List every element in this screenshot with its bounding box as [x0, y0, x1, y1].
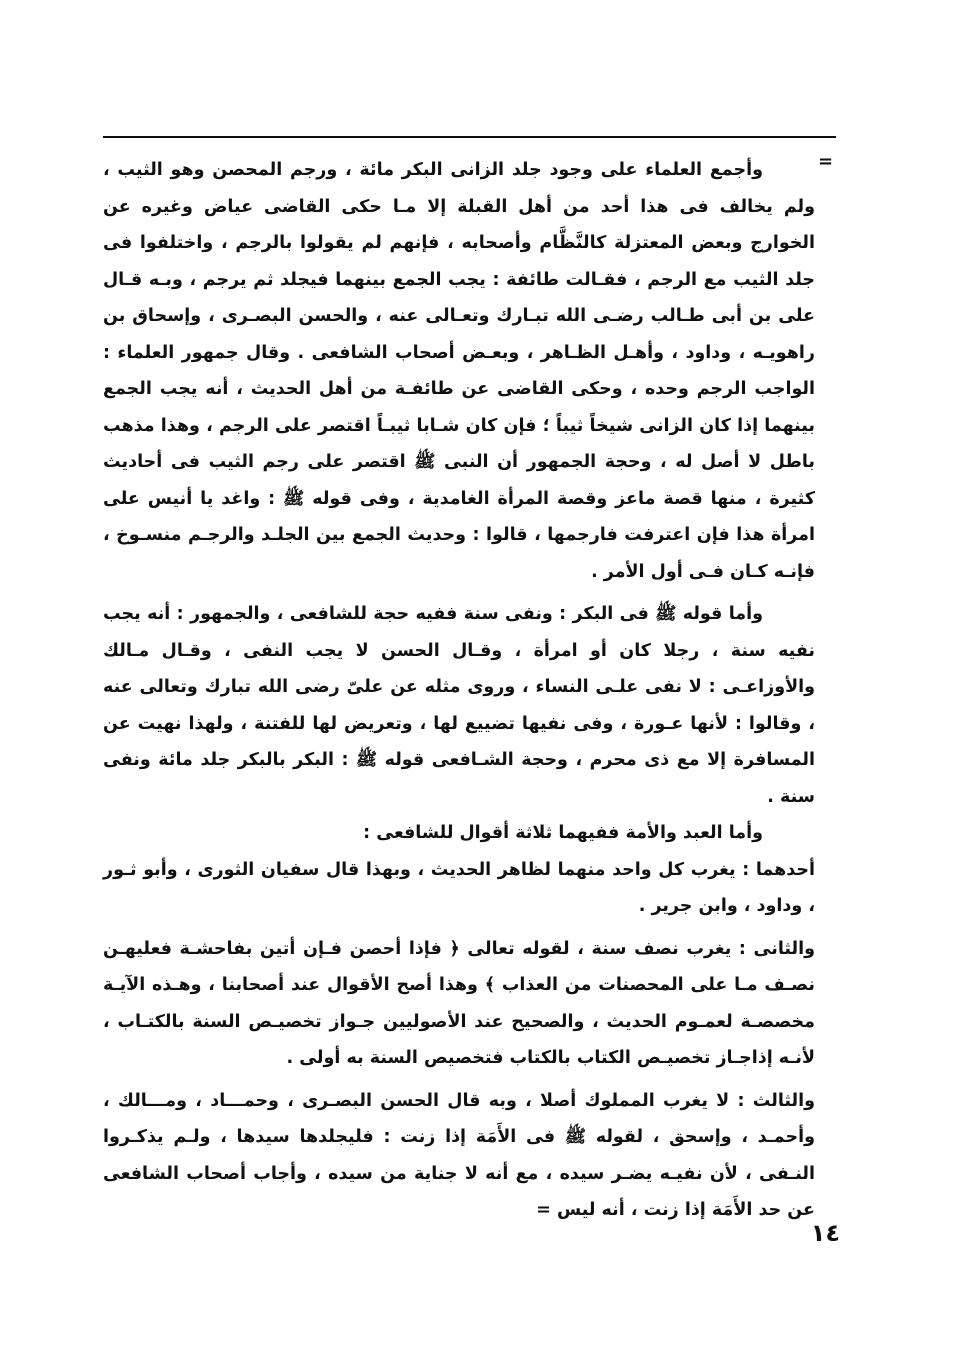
paragraph-4: أحدهما : يغرب كل واحد منهما لظاهر الحديث ، وبهذا قال سفيان الثورى ، وأبو ثـور ، وداود ، وابن جرير . — [103, 859, 815, 916]
paragraph-2: وأما قوله ﷺ فى البكر : ونفى سنة ففيه حجة للشافعى ، والجمهور : أنه يجب نفيه سنة ، رجلا كان أو امرأة ، وقـال الحسن لا يجب النفى ، وقـال مـالك والأوزاعـى : لا نفى علـى النساء ، وروى مثله عن علىّ رضى الله تبارك وتعالى عنه ، وقالوا : لأنها عـورة ، وفى نفيها تضييع لها ، وتعريض لها للفتنة ، ولهذا نهيت عن المسافرة إلا مع ذى محرم ، وحجة الشـافعى قوله ﷺ : البكر بالبكر جلد مائة ونفى سنة . — [103, 604, 815, 807]
paragraph-6: والثالث : لا يغرب المملوك أصلا ، وبه قال الحسن البصـرى ، وحمـــاد ، ومـــالك ، وأحمـد ، وإسحق ، لقوله ﷺ فى الأَمَة إذا زنت : فليجلدها سيدها ، ولـم يذكـروا النـفى ، لأن نفيـه يضـر سيده ، مع أنه لا جناية من سيده ، وأجاب أصحاب الشافعى عن حد الأَمَة إذا زنت ، أنه ليس = — [103, 1090, 815, 1220]
page-number: ١٤ — [810, 1219, 840, 1247]
paragraph-1: وأجمع العلماء على وجود جلد الزانى البكر مائة ، ورجم المحصن وهو الثيب ، ولم يخالف فى هذا أحد من أهل القبلة إلا مـا حكى القاضى عياض وغيره عن الخوارج وبعض المعتزلة كالنَّظَّام وأصحابه ، فإنهم لم يقولوا بالرجم ، واختلفوا فى جلد الثيب مع الرجم ، فقـالت طائفة : يجب الجمع بينهما فيجلد ثم يرجم ، وبـه قـال على بن أبى طـالب رضـى الله تبـارك وتعـالى عنه ، والحسن البصـرى ، وإسحاق بن راهويـه ، وداود ، وأهـل الظـاهر ، وبعـض أصحاب الشافعى . وقال جمهور العلماء : الواجب الرجم وحده ، وحكى القاضى عن طائفـة من أهل الحديث ، أنه يجب الجمع بينهما إذا كان الزانى شيخاً ثيباً ؛ فإن كان شـابا ثيبـاً اقتصر على الرجم ، وهذا مذهب باطل لا أصل له ، وحجة الجمهور أن النبى ﷺ اقتصر على رجم الثيب فى أحاديث كثيرة ، منها قصة ماعز وقصة المرأة الغامدية ، وفى قوله ﷺ : واغد يا أنيس على امرأة هذا فإن اعترفت فارجمها ، قالوا : وحديث الجمع بين الجلـد والرجـم منسـوخ ، فإنـه كـان فـى أول الأمر . — [103, 160, 815, 582]
continuation-mark: = — [818, 151, 834, 172]
body-text — [103, 152, 815, 1229]
paragraph-3: وأما العبد والأمة ففيهما ثلاثة أقوال للشافعى : — [363, 823, 763, 843]
paragraph-5: والثانى : يغرب نصف سنة ، لقوله تعالى ﴿ فإذا أحصن فـإن أتين بفاحشـة فعليهـن نصـف مـا على المحصنات من العذاب ﴾ وهذا أصح الأقوال عند أصحابنا ، وهـذه الآيـة مخصصـة لعمـوم الحديث ، والصحيح عند الأصوليين جـواز تخصيـص السنة بالكتـاب ، لأنـه إذاجـاز تخصيـص الكتاب بالكتاب فتخصيص السنة به أولى . — [103, 938, 815, 1068]
top-rule — [103, 136, 836, 138]
